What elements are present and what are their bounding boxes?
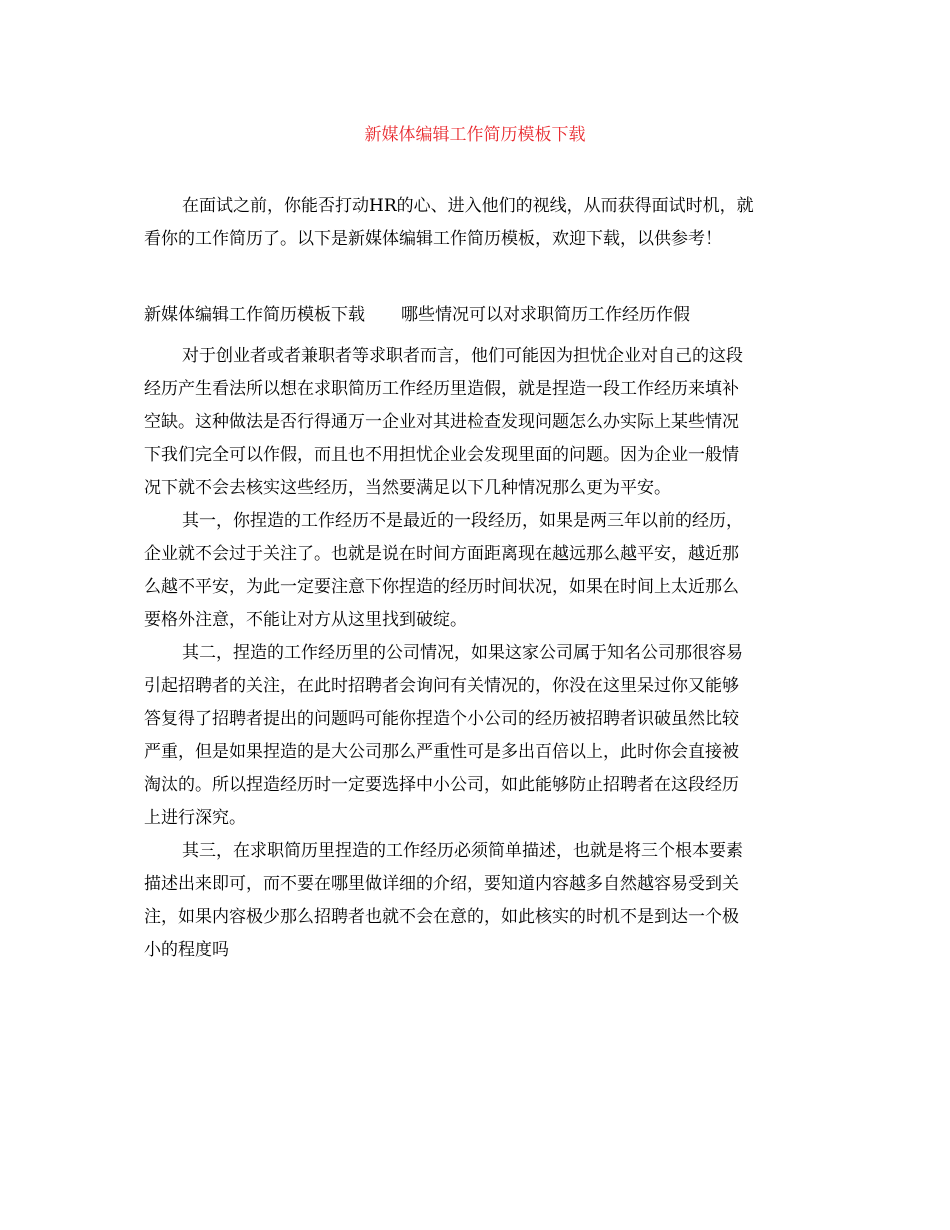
paragraph-line: 况下就不会去核实这些经历，当然要满足以下几种情况那么更为平安。 (144, 478, 671, 498)
paragraph-line: 下我们完全可以作假，而且也不用担忧企业会发现里面的问题。因为企业一般情 (144, 445, 739, 465)
intro-paragraph (144, 190, 807, 256)
paragraph-line: 其一，你捏造的工作经历不是最近的一段经历，如果是两三年以前的经历， (182, 511, 743, 531)
paragraph-line: 严重，但是如果捏造的是大公司那么严重性可是多出百倍以上，此时你会直接被 (144, 742, 739, 762)
paragraph-line: 空缺。这种做法是否行得通万一企业对其进检查发现问题怎么办实际上某些情况 (144, 412, 739, 432)
paragraph-line: 小的程度吗 (144, 940, 229, 960)
paragraph-line: 企业就不会过于关注了。也就是说在时间方面距离现在越远那么越平安，越近那 (144, 544, 739, 564)
document-title: 新媒体编辑工作简历模板下载 (364, 125, 586, 145)
paragraph-line: 引起招聘者的关注，在此时招聘者会询问有关情况的，你没在这里呆过你又能够 (144, 676, 739, 696)
paragraph-line: 描述出来即可，而不要在哪里做详细的介绍，要知道内容越多自然越容易受到关 (144, 874, 739, 894)
heading-left: 新媒体编辑工作简历模板下载 (144, 305, 365, 325)
paragraph-line: 淘汰的。所以捏造经历时一定要选择中小公司，如此能够防止招聘者在这段经历 (144, 775, 739, 795)
paragraph-line: 注，如果内容极少那么招聘者也就不会在意的，如此核实的时机不是到达一个极 (144, 907, 739, 927)
paragraph-line: 对于创业者或者兼职者等求职者而言，他们可能因为担忧企业对自己的这段 (182, 346, 743, 366)
paragraph (144, 505, 807, 637)
heading-right: 哪些情况可以对求职简历工作经历作假 (401, 305, 690, 325)
section-heading (144, 301, 690, 329)
paragraph-line: 上进行深究。 (144, 808, 246, 828)
paragraph-line: 么越不平安，为此一定要注意下你捏造的经历时间状况，如果在时间上太近那么 (144, 577, 739, 597)
paragraph-line: 答复得了招聘者提出的问题吗可能你捏造个小公司的经历被招聘者识破虽然比较 (144, 709, 739, 729)
paragraph (144, 340, 807, 505)
paragraph-line: 要格外注意，不能让对方从这里找到破绽。 (144, 610, 467, 630)
paragraph (144, 637, 807, 835)
intro-line: 在面试之前，你能否打动HR的心、进入他们的视线，从而获得面试时机，就 (182, 196, 754, 216)
intro-line: 看你的工作简历了。以下是新媒体编辑工作简历模板，欢迎下载，以供参考！ (144, 229, 722, 249)
paragraph-line: 其三，在求职简历里捏造的工作经历必须简单描述，也就是将三个根本要素 (182, 841, 743, 861)
paragraph-line: 经历产生看法所以想在求职简历工作经历里造假，就是捏造一段工作经历来填补 (144, 379, 739, 399)
body-text (144, 340, 807, 967)
paragraph (144, 835, 807, 967)
paragraph-line: 其二，捏造的工作经历里的公司情况，如果这家公司属于知名公司那很容易 (182, 643, 743, 663)
